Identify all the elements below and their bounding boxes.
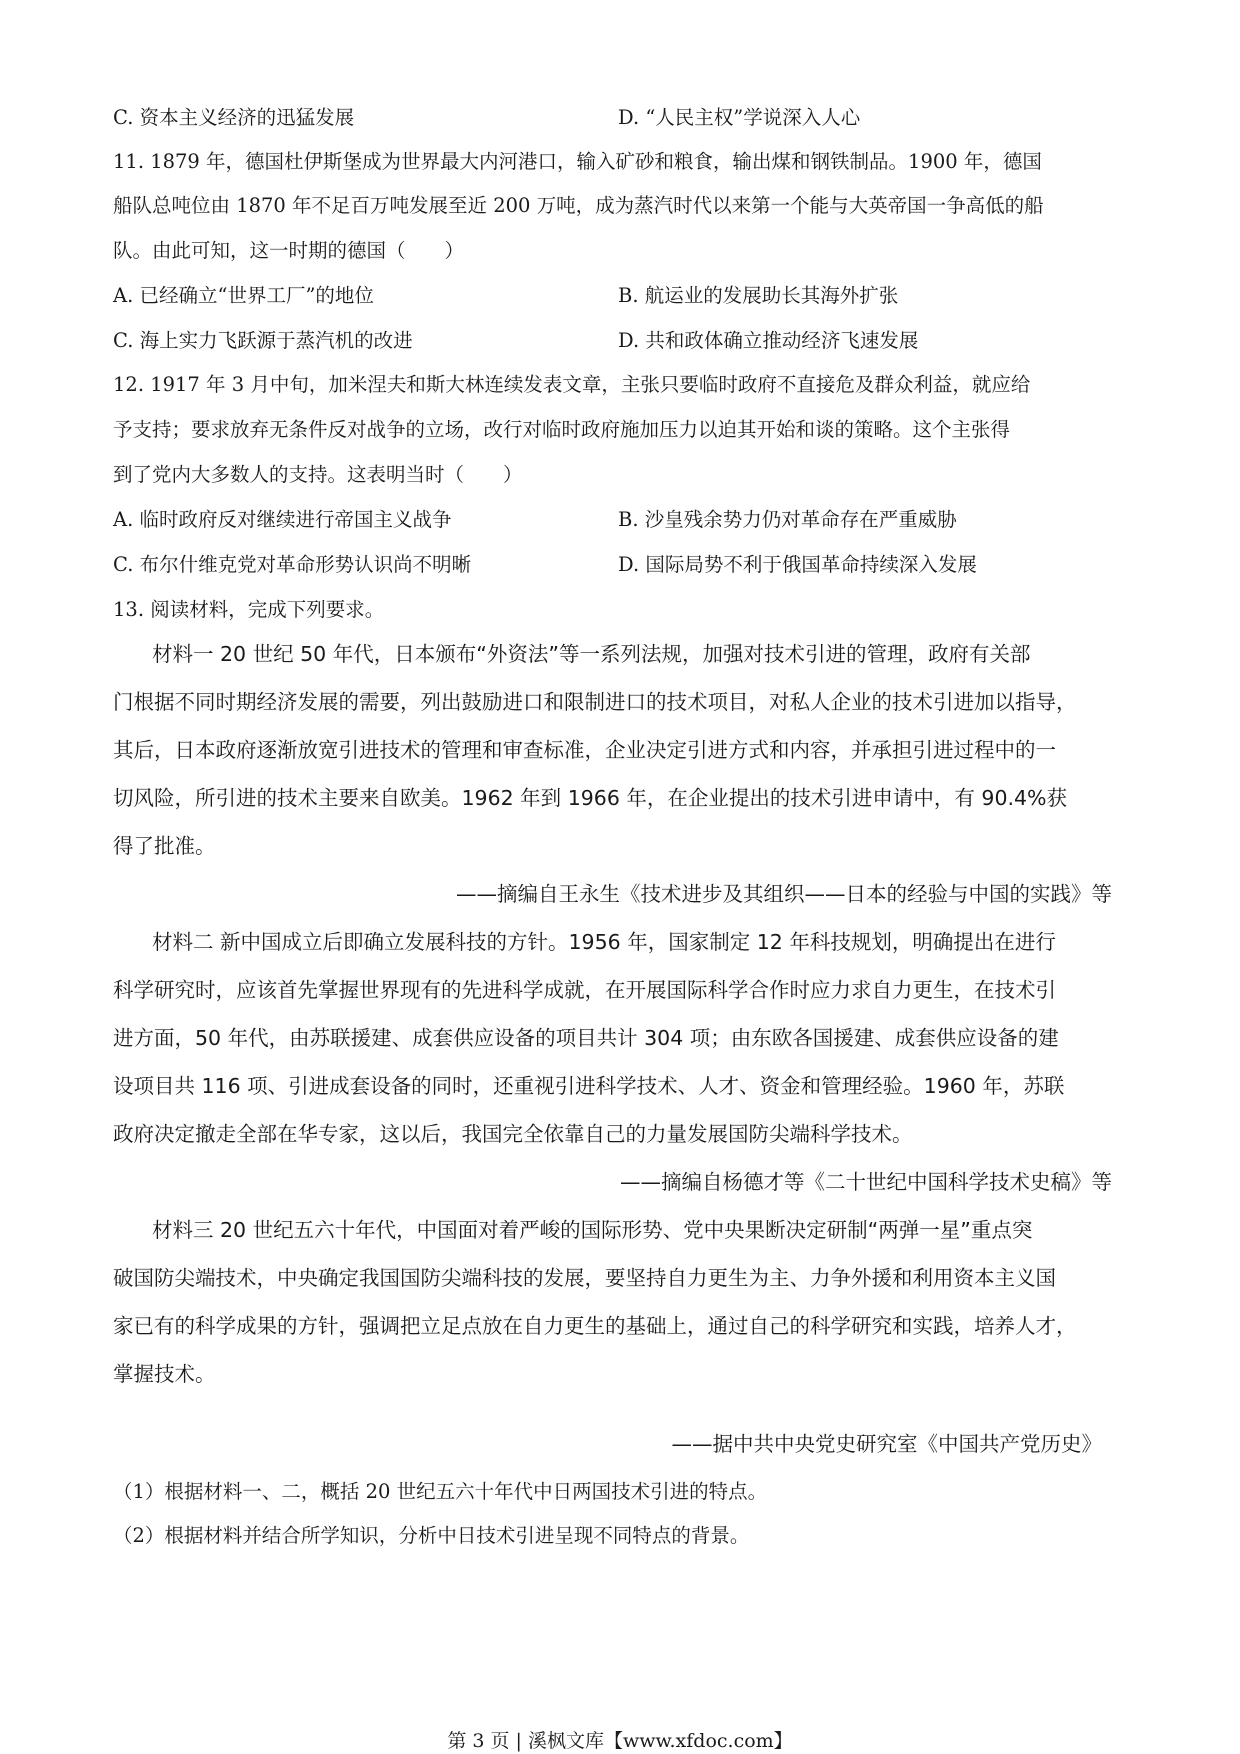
option-d-q10: D. “人民主权”学说深入人心	[618, 106, 861, 129]
option-a-q11: A. 已经确立“世界工厂”的地位	[113, 284, 374, 307]
option-d-q11: D. 共和政体确立推动经济飞速发展	[618, 329, 919, 352]
q11-stem-line-1: 11. 1879 年，德国杜伊斯堡成为世界最大内河港口，输入矿砂和粮食，输出煤和钢铁制品。1900 年，德国	[113, 150, 1042, 173]
q11-stem-line-2: 船队总吨位由 1870 年不足百万吨发展至近 200 万吨，成为蒸汽时代以来第一个能与大英帝国一争高低的船	[113, 194, 1044, 217]
material2-line-4: 设项目共 116 项、引进成套设备的同时，还重视引进科学技术、人才、资金和管理经验。1960 年，苏联	[113, 1074, 1065, 1098]
material3-line-3: 家已有的科学成果的方针，强调把立足点放在自力更生的基础上，通过自己的科学研究和实践，培养人才，	[113, 1314, 1077, 1338]
material3-line-4: 掌握技术。	[113, 1362, 216, 1386]
material1-line-2: 门根据不同时期经济发展的需要，列出鼓励进口和限制进口的技术项目，对私人企业的技术引进加以指导，	[113, 690, 1077, 714]
q12-stem-line-1: 12. 1917 年 3 月中旬，加米涅夫和斯大林连续发表文章，主张只要临时政府不直接危及群众利益，就应给	[113, 373, 1031, 396]
material2-line-5: 政府决定撤走全部在华专家，这以后，我国完全依靠自己的力量发展国防尖端科学技术。	[113, 1122, 913, 1146]
material1-line-5: 得了批准。	[113, 834, 216, 858]
option-a-q12: A. 临时政府反对继续进行帝国主义战争	[113, 508, 452, 531]
material2-line-2: 科学研究时，应该首先掌握世界现有的先进科学成就，在开展国际科学合作时应力求自力更生，在技术引	[113, 978, 1056, 1002]
material1-line-3: 其后，日本政府逐渐放宽引进技术的管理和审查标准，企业决定引进方式和内容，并承担引进过程中的一	[113, 738, 1056, 762]
q12-stem-line-2: 予支持；要求放弃无条件反对战争的立场，改行对临时政府施加压力以迫其开始和谈的策略。这个主张得	[113, 418, 1011, 441]
material2-source: ——摘编自杨德才等《二十世纪中国科学技术史稿》等	[620, 1170, 1112, 1194]
material2-line-3: 进方面，50 年代，由苏联援建、成套供应设备的项目共计 304 项；由东欧各国援建、成套供应设备的建	[113, 1026, 1059, 1050]
material3-line-1: 材料三 20 世纪五六十年代，中国面对着严峻的国际形势、党中央果断决定研制“两弹一星”重点突	[152, 1218, 1033, 1242]
q13-intro: 13. 阅读材料，完成下列要求。	[113, 598, 385, 621]
q11-stem-line-3: 队。由此可知，这一时期的德国（ ）	[113, 239, 465, 262]
option-d-q12: D. 国际局势不利于俄国革命持续深入发展	[618, 553, 977, 576]
option-c-q11: C. 海上实力飞跃源于蒸汽机的改进	[113, 329, 413, 352]
option-c-q12: C. 布尔什维克党对革命形势认识尚不明晰	[113, 553, 472, 576]
q13-subquestion-2: （2）根据材料并结合所学知识，分析中日技术引进呈现不同特点的背景。	[113, 1524, 750, 1547]
material3-line-2: 破国防尖端技术，中央确定我国国防尖端科技的发展，要坚持自力更生为主、力争外援和利用资本主义国	[113, 1266, 1056, 1290]
option-b-q12: B. 沙皇残余势力仍对革命存在严重威胁	[618, 508, 957, 531]
material1-line-4: 切风险，所引进的技术主要来自欧美。1962 年到 1966 年，在企业提出的技术引进申请中，有 90.4%获	[113, 786, 1068, 810]
material1-source: ——摘编自王永生《技术进步及其组织——日本的经验与中国的实践》等	[456, 882, 1112, 906]
option-c-q10: C. 资本主义经济的迅猛发展	[113, 106, 355, 129]
material3-source: ——据中共中央党史研究室《中国共产党历史》	[671, 1432, 1102, 1456]
option-b-q11: B. 航运业的发展助长其海外扩张	[618, 284, 899, 307]
material1-line-1: 材料一 20 世纪 50 年代，日本颁布“外资法”等一系列法规，加强对技术引进的管理，政府有关部	[152, 642, 1031, 666]
q12-stem-line-3: 到了党内大多数人的支持。这表明当时（ ）	[113, 463, 523, 486]
material2-line-1: 材料二 新中国成立后即确立发展科技的方针。1956 年，国家制定 12 年科技规划，明确提出在进行	[152, 930, 1056, 954]
page-footer: 第 3 页 | 溪枫文库【www.xfdoc.com】	[447, 1730, 793, 1752]
q13-subquestion-1: （1）根据材料一、二，概括 20 世纪五六十年代中日两国技术引进的特点。	[113, 1480, 768, 1503]
